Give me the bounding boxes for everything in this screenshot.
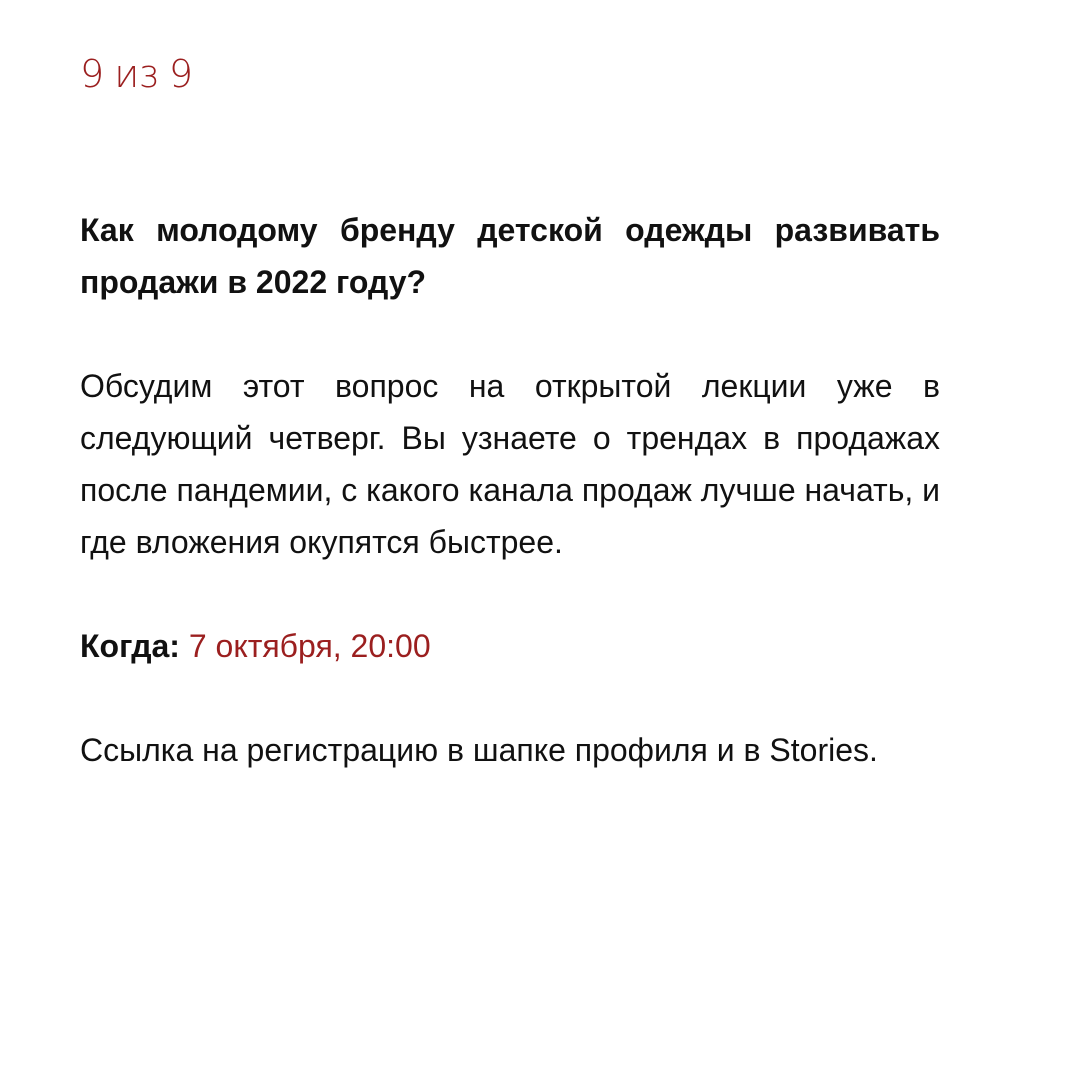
when-value: 7 октября, 20:00 [188,628,431,664]
when-label: Когда: [80,628,180,664]
post-headline: Как молодому бренду детской одежды развивать продажи в 2022 году? [80,212,940,300]
event-when [80,620,940,672]
slide-counter: 9 из 9 [80,52,193,96]
post-content [80,204,940,776]
post-body: Обсудим этот вопрос на открытой лекции уже в следующий четверг. Вы узнаете о трендах в продажах после пандемии, с какого канала продаж лучше начать, и где вложения окупятся быстрее. [80,368,941,560]
registration-note: Ссылка на регистрацию в шапке профиля и в Stories. [80,732,878,768]
